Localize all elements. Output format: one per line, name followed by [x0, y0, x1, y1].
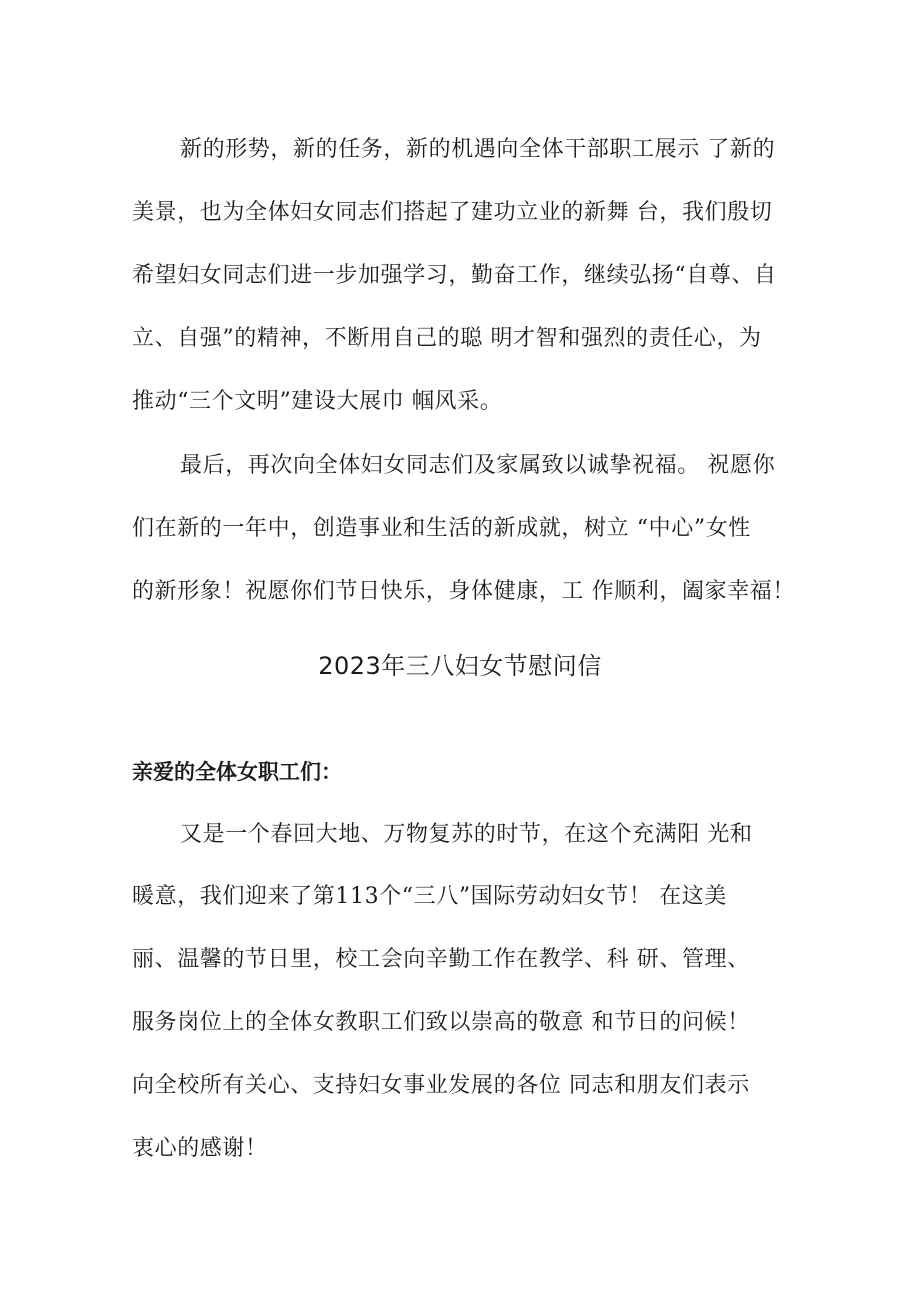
- paragraph-1-line-2: 美景，也为全体妇女同志们搭起了建功立业的新舞 台，我们殷切: [132, 200, 773, 225]
- letter-body-line-1: 又是一个春回大地、万物复苏的时节，在这个充满阳 光和: [180, 822, 753, 847]
- paragraph-1-line-4: 立、自强”的精神，不断用自己的聪 明才智和强烈的责任心，为: [132, 326, 762, 351]
- letter-title: 2023年三八妇女节慰问信: [318, 652, 602, 680]
- paragraph-1-line-1: 新的形势，新的任务，新的机遇向全体干部职工展示 了新的: [180, 137, 776, 162]
- letter-salutation: 亲爱的全体女职工们：: [132, 760, 342, 784]
- paragraph-1-line-3: 希望妇女同志们进一步加强学习，勤奋工作，继续弘扬“自尊、自: [132, 263, 777, 288]
- letter-body-line-2: 暖意，我们迎来了第113个“三八”国际劳动妇女节！ 在这美: [132, 884, 727, 909]
- paragraph-2-line-1: 最后，再次向全体妇女同志们及家属致以诚挚祝福。 祝愿你: [180, 453, 776, 478]
- paragraph-2-line-2: 们在新的一年中，创造事业和生活的新成就，树立 “中心”女性: [132, 516, 751, 541]
- paragraph-1-line-5: 推动“三个文明”建设大展巾 帼风采。: [132, 389, 503, 414]
- letter-body-line-6: 衷心的感谢！: [132, 1136, 268, 1161]
- letter-body-line-5: 向全校所有关心、支持妇女事业发展的各位 同志和朋友们表示: [132, 1073, 750, 1098]
- paragraph-2-line-3: 的新形象！祝愿你们节日快乐，身体健康，工 作顺利，阖家幸福！: [132, 579, 795, 604]
- letter-body-line-4: 服务岗位上的全体女教职工们致以崇高的敬意 和节日的问候！: [132, 1010, 750, 1035]
- letter-body-line-3: 丽、温馨的节日里，校工会向辛勤工作在教学、科 研、管理、: [132, 947, 750, 972]
